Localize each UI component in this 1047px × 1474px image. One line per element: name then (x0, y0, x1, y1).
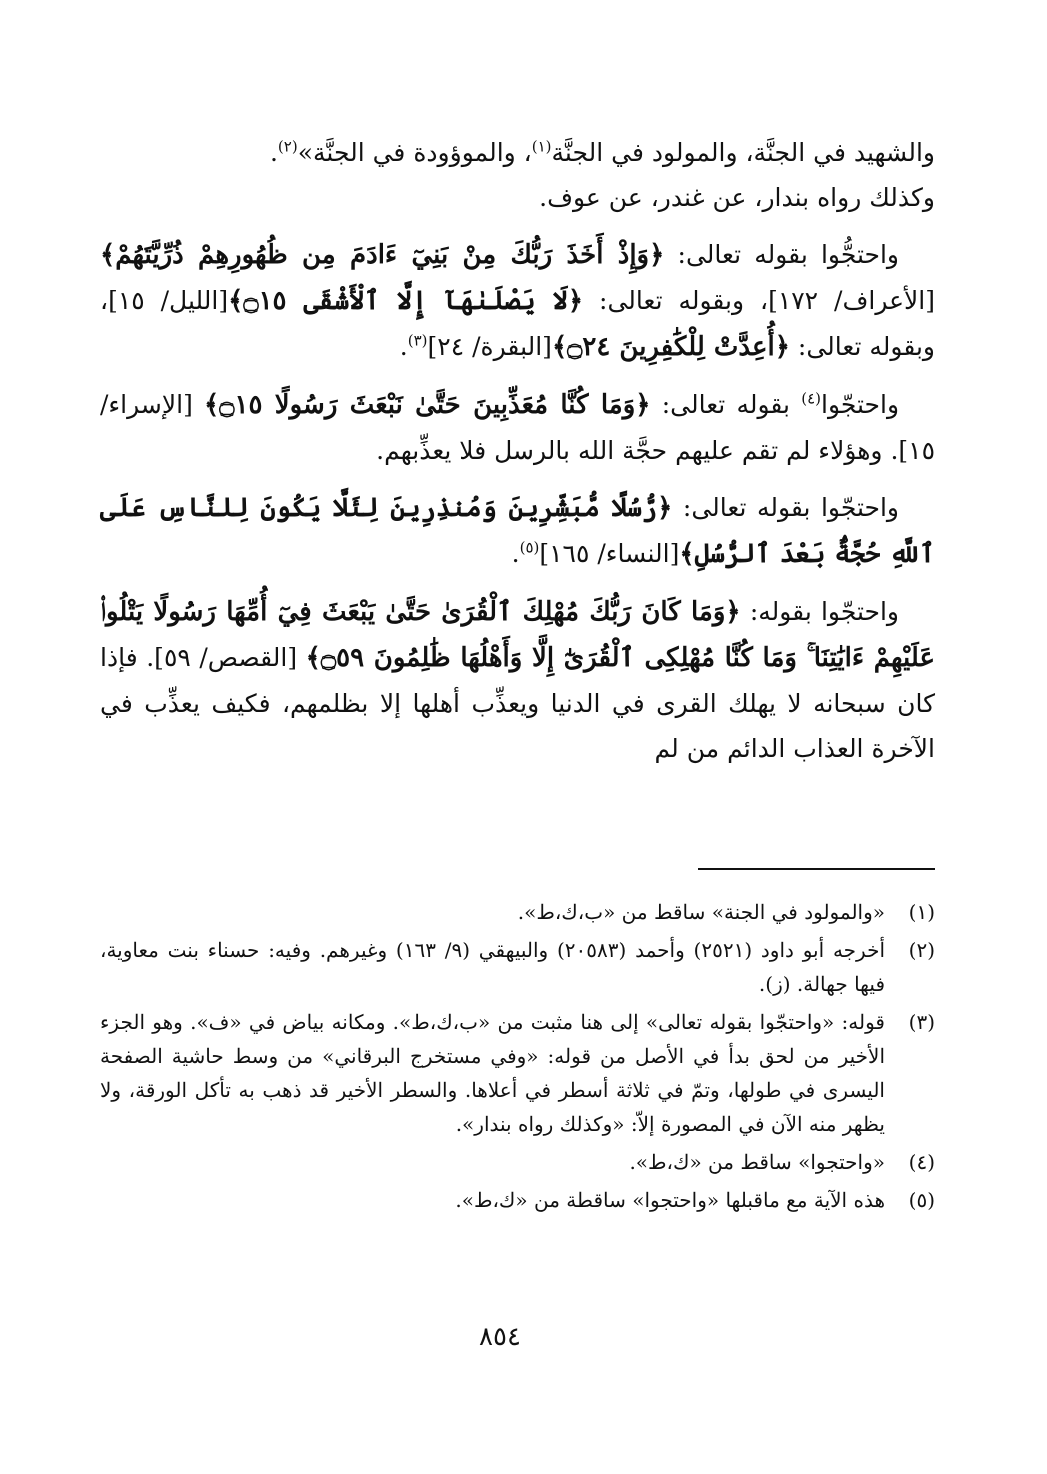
footnote-text: أخرجه أبو داود (٢٥٢١) وأحمد (٢٠٥٨٣) والبيهقي (٩/ ١٦٣) وغيرهم. وفيه: حسناء بنت معاوية، فيها جهالة. (ز). (100, 938, 885, 996)
quran-verse: ﴿أُعِدَّتْ لِلْكَٰفِرِينَ ۝٢٤﴾ (551, 332, 790, 362)
footnote-number: (١) (908, 900, 935, 924)
quran-verse: ﴿رُّسُلًا مُّبَشِّرِينَ وَمُنذِرِينَ لِئَلَّا يَكُونَ لِلنَّاسِ عَلَى ٱللَّهِ حُجَّةٌۢ بَعْدَ ٱلرُّسُلِ﴾ (100, 493, 935, 569)
text-run: واحتجُّوا بقوله تعالى: (677, 240, 899, 269)
footnote-ref-4: (٤) (801, 389, 821, 408)
paragraph-2 (100, 232, 935, 370)
text-run: . (269, 138, 278, 167)
footnote-5 (100, 1183, 935, 1217)
text-run: واحتجّوا بقوله: (749, 597, 899, 626)
quran-verse: ﴿وَمَا كُنَّا مُعَذِّبِينَ حَتَّىٰ نَبْعَثَ رَسُولًا ۝١٥﴾ (204, 390, 651, 420)
verse-reference: [النساء/ ١٦٥] (539, 539, 680, 568)
verse-reference: [القصص/ ٥٩]. فإذا كان سبحانه لا يهلك القرى في الدنيا ويعذِّب أهلها إلا بظلمهم، فكيف يعذِّب في الآخرة العذاب الدائم من لم (100, 643, 935, 763)
paragraph-1 (100, 130, 935, 220)
quran-verse: ﴿وَمَا كَانَ رَبُّكَ مُهْلِكَ ٱلْقُرَىٰ حَتَّىٰ يَبْعَثَ فِيٓ أُمِّهَا رَسُولًا يَتْلُوا۟ عَلَيْهِمْ ءَايَٰتِنَا ۚ وَمَا كُنَّا مُهْلِكِى ٱلْقُرَىٰٓ إِلَّا وَأَهْلُهَا ظَٰلِمُونَ ۝٥٩﴾ (100, 597, 935, 673)
quran-verse: ﴿وَإِذْ أَخَذَ رَبُّكَ مِنْ بَنِيٓ ءَادَمَ مِن ظُهُورِهِمْ ذُرِّيَّتَهُمْ﴾ (100, 240, 665, 270)
footnote-ref-1: (١) (531, 137, 552, 156)
verse-reference: [الإسراء/ ١٥]. وهؤلاء لم تقم عليهم حجَّة الله بالرسل فلا يعذِّبهم. (100, 390, 935, 465)
text-line: وكذلك رواه بندار، عن غندر، عن عوف. (539, 183, 935, 212)
footnote-ref-2: (٢) (277, 137, 298, 156)
verse-reference: [الليل/ ١٥]، وبقوله تعالى: (100, 286, 935, 361)
footnote-2 (100, 933, 935, 1001)
footnote-text: قوله: «واحتجّوا بقوله تعالى» إلى هنا مثبت من «ب،ك،ط». ومكانه بياض في «ف». وهو الجزء الأخير من لحق بدأ في الأصل من قوله: «وفي مستخرج البرقاني» من وسط حاشية الصفحة اليسرى في طولها، وتمّ في ثلاثة أسطر في أعلاها. والسطر الأخير قد ذهب به تأكل الورقة، ولا يظهر منه الآن في المصورة إلاّ: «وكذلك رواه بندار». (100, 1010, 885, 1136)
footnote-number: (٢) (908, 938, 935, 962)
paragraph-3 (100, 382, 935, 473)
text-run: . (511, 539, 520, 568)
paragraph-5 (100, 589, 935, 771)
footnote-number: (٥) (908, 1188, 935, 1212)
footnote-number: (٤) (908, 1150, 935, 1174)
footnote-text: «والمولود في الجنة» ساقط من «ب،ك،ط». (517, 900, 885, 924)
text-run: ، والموؤودة في الجنَّة» (297, 138, 532, 167)
footnote-3 (100, 1005, 935, 1141)
footnote-ref-5: (٥) (519, 538, 540, 557)
text-run: واحتجّوا بقوله تعالى: (682, 493, 900, 522)
footnote-number: (٣) (908, 1010, 935, 1034)
verse-reference: [الأعراف/ ١٧٢]، وبقوله تعالى: (599, 286, 935, 315)
text-run: والشهيد في الجنَّة، والمولود في الجنَّة (551, 138, 935, 167)
verse-reference: [البقرة/ ٢٤] (427, 332, 552, 361)
footnote-text: «واحتجوا» ساقط من «ك،ط». (629, 1150, 885, 1174)
text-run: واحتجّوا (821, 390, 900, 419)
footnote-4 (100, 1145, 935, 1179)
footnote-ref-3: (٣) (407, 331, 428, 350)
main-text (100, 130, 935, 783)
footnote-1 (100, 895, 935, 929)
page-number: ٨٥٤ (479, 1322, 521, 1352)
text-run: . (399, 332, 408, 361)
text-run: بقوله تعالى: (661, 390, 790, 419)
quran-verse: ﴿لَا يَصْلَىٰهَآ إِلَّا ٱلْأَشْقَى ۝١٥﴾ (228, 286, 584, 316)
footnote-divider (698, 868, 935, 870)
paragraph-4 (100, 485, 935, 577)
footnotes (100, 895, 935, 1221)
footnote-text: هذه الآية مع ماقبلها «واحتجوا» ساقطة من «ك،ط». (455, 1188, 885, 1212)
